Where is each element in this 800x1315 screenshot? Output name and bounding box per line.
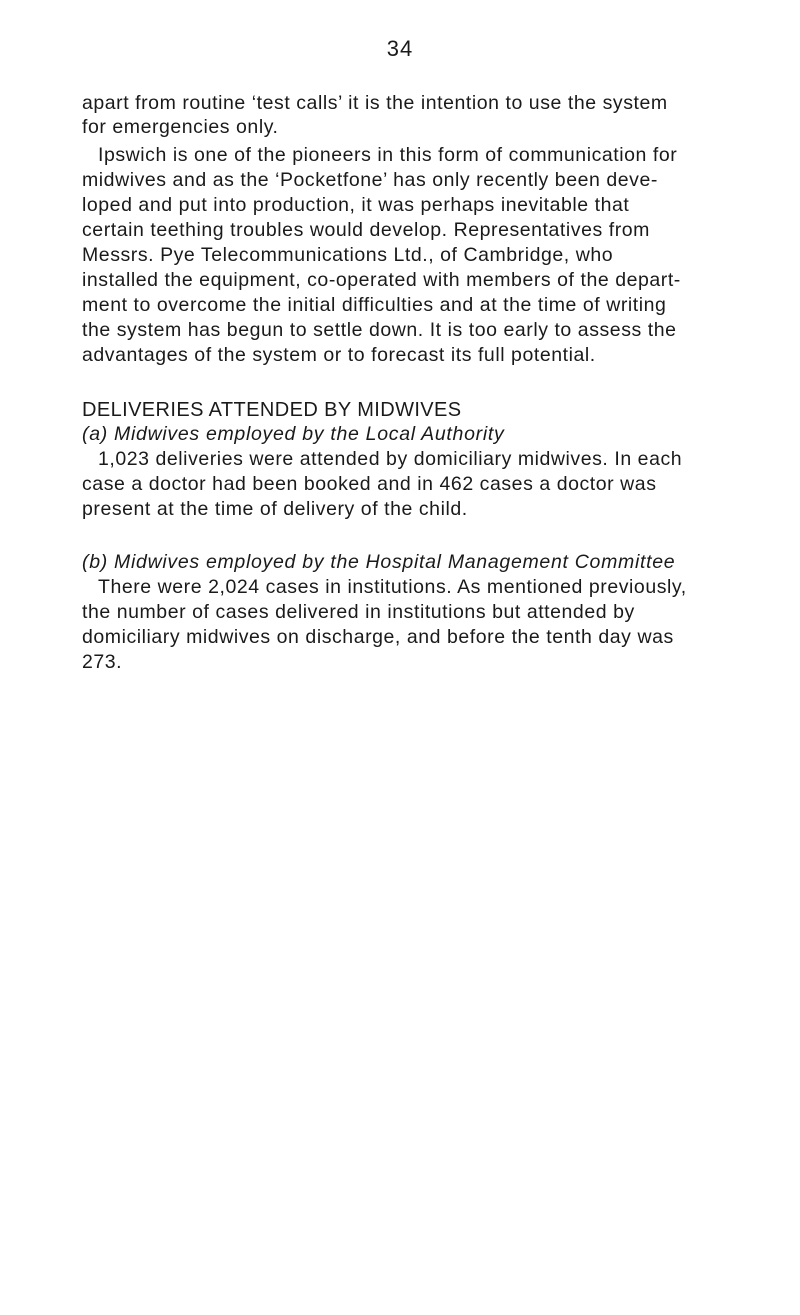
- paragraph-2-line-9: advantages of the system or to forecast its full potential.: [82, 344, 596, 366]
- paragraph-2-line-5: Messrs. Pye Telecommunications Ltd., of Cambridge, who: [82, 244, 614, 266]
- subsection-b-line-4: 273.: [82, 651, 123, 673]
- paragraph-2-line-7: ment to overcome the initial difficulties and at the time of writing: [82, 294, 667, 316]
- paragraph-2-line-8: the system has begun to settle down. It is too early to assess the: [82, 319, 677, 341]
- subsection-b-heading: (b) Midwives employed by the Hospital Management Committee: [82, 551, 676, 573]
- paragraph-2-line-6: installed the equipment, co-operated with members of the depart-: [82, 269, 681, 291]
- subsection-b-line-2: the number of cases delivered in institutions but attended by: [82, 601, 635, 623]
- subsection-a-line-2: case a doctor had been booked and in 462 cases a doctor was: [82, 473, 657, 495]
- page-number: 34: [386, 36, 414, 61]
- paragraph-1-line-2: for emergencies only.: [82, 116, 279, 138]
- subsection-a-heading: (a) Midwives employed by the Local Authority: [82, 423, 505, 445]
- paragraph-2-line-2: midwives and as the ‘Pocketfone’ has only recently been deve-: [82, 169, 658, 191]
- paragraph-2-line-3: loped and put into production, it was perhaps inevitable that: [82, 194, 630, 216]
- paragraph-1-line-1: apart from routine ‘test calls’ it is the intention to use the system: [82, 92, 668, 114]
- subsection-b-line-3: domiciliary midwives on discharge, and before the tenth day was: [82, 626, 674, 648]
- paragraph-2-line-4: certain teething troubles would develop. Representatives from: [82, 219, 650, 241]
- subsection-a-line-1: 1,023 deliveries were attended by domiciliary midwives. In each: [98, 448, 683, 470]
- paragraph-2-line-1: Ipswich is one of the pioneers in this form of communication for: [98, 144, 678, 166]
- subsection-a-line-3: present at the time of delivery of the child.: [82, 498, 468, 520]
- section-heading: DELIVERIES ATTENDED BY MIDWIVES: [82, 399, 462, 421]
- subsection-b-line-1: There were 2,024 cases in institutions. As mentioned previously,: [98, 576, 687, 598]
